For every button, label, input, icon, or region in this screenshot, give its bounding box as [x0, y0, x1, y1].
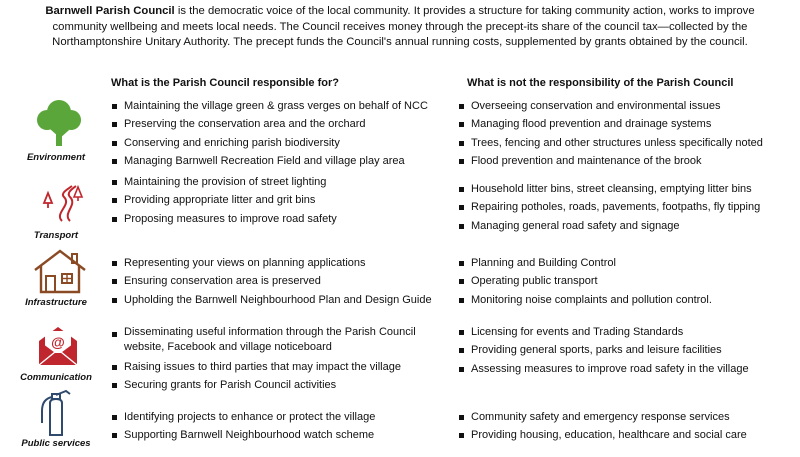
- section-transport: [0, 173, 800, 243]
- list-item: Planning and Building Control: [458, 254, 793, 272]
- responsible-list: [111, 97, 451, 170]
- email-icon: [36, 323, 80, 367]
- list-item: Representing your views on planning applications: [111, 254, 451, 272]
- list-item: Maintaining the village green & grass verges on behalf of NCC: [111, 97, 451, 115]
- responsible-list: [111, 408, 451, 445]
- list-item: Conserving and enriching parish biodiversity: [111, 134, 451, 152]
- list-item: Proposing measures to improve road safety: [111, 210, 451, 228]
- list-item: Household litter bins, street cleansing, emptying litter bins: [458, 180, 793, 198]
- section-public-services: [0, 389, 800, 455]
- list-item: Flood prevention and maintenance of the brook: [458, 152, 793, 170]
- list-item: Providing appropriate litter and grit bins: [111, 191, 451, 209]
- responsible-list: [111, 325, 451, 395]
- list-item: Providing general sports, parks and leisure facilities: [458, 341, 793, 359]
- svg-text:@: @: [51, 334, 65, 350]
- category-label: Infrastructure: [25, 297, 87, 308]
- section-communication: [0, 323, 800, 393]
- house-icon: [32, 248, 88, 294]
- list-item: Identifying projects to enhance or protect the village: [111, 408, 451, 426]
- category-label: Public services: [21, 438, 91, 449]
- not-responsible-list: [458, 180, 793, 235]
- list-item: Monitoring noise complaints and pollution control.: [458, 291, 793, 309]
- list-item: Overseeing conservation and environmental issues: [458, 97, 793, 115]
- not-responsible-list: [458, 408, 793, 445]
- road-icon: [38, 183, 84, 223]
- section-environment: [0, 97, 800, 172]
- list-item: Maintaining the provision of street lighting: [111, 173, 451, 191]
- list-item: Community safety and emergency response services: [458, 408, 793, 426]
- org-name: Barnwell Parish Council: [45, 5, 175, 17]
- list-item: Managing general road safety and signage: [458, 217, 793, 235]
- list-item: Raising issues to third parties that may impact the village: [111, 358, 451, 376]
- category-label: Environment: [26, 152, 86, 163]
- tree-icon: [36, 99, 82, 147]
- intro-paragraph: [20, 4, 780, 51]
- list-item: Preserving the conservation area and the orchard: [111, 115, 451, 133]
- list-item: Operating public transport: [458, 272, 793, 290]
- section-infrastructure: [0, 254, 800, 320]
- list-item: Securing grants for Parish Council activities: [111, 376, 451, 394]
- responsible-list: [111, 254, 451, 309]
- list-item: Disseminating useful information through the Parish Council website, Facebook and village noticeboard: [111, 325, 442, 358]
- list-item: Ensuring conservation area is preserved: [111, 272, 451, 290]
- list-item: Providing housing, education, healthcare and social care: [458, 426, 793, 444]
- list-item: Supporting Barnwell Neighbourhood watch scheme: [111, 426, 451, 444]
- responsible-list: [111, 173, 451, 228]
- responsible-header: What is the Parish Council responsible for?: [111, 77, 339, 89]
- category-label: Transport: [33, 230, 79, 241]
- list-item: Managing flood prevention and drainage systems: [458, 115, 793, 133]
- fire-extinguisher-icon: [36, 389, 76, 437]
- intro-text: is the democratic voice of the local community. It provides a structure for taking community action, works to improve community wellbeing and meets local needs. The Council receives money through the precept-its share of the council tax—collected by the Northamptonshire Unitary Authority. The precept funds the Council's annual running costs, supplemented by grants obtained by the council.: [52, 5, 755, 48]
- list-item: Licensing for events and Trading Standards: [458, 323, 793, 341]
- list-item: Upholding the Barnwell Neighbourhood Plan and Design Guide: [111, 291, 451, 309]
- list-item: Repairing potholes, roads, pavements, footpaths, fly tipping: [458, 198, 793, 216]
- not-responsible-list: [458, 323, 793, 378]
- list-item: Trees, fencing and other structures unless specifically noted: [458, 134, 793, 152]
- not-responsible-list: [458, 254, 793, 309]
- not-responsible-header: What is not the responsibility of the Parish Council: [467, 77, 734, 89]
- list-item: Managing Barnwell Recreation Field and village play area: [111, 152, 451, 170]
- not-responsible-list: [458, 97, 793, 170]
- list-item: Assessing measures to improve road safety in the village: [458, 360, 793, 378]
- category-label: Communication: [20, 372, 92, 383]
